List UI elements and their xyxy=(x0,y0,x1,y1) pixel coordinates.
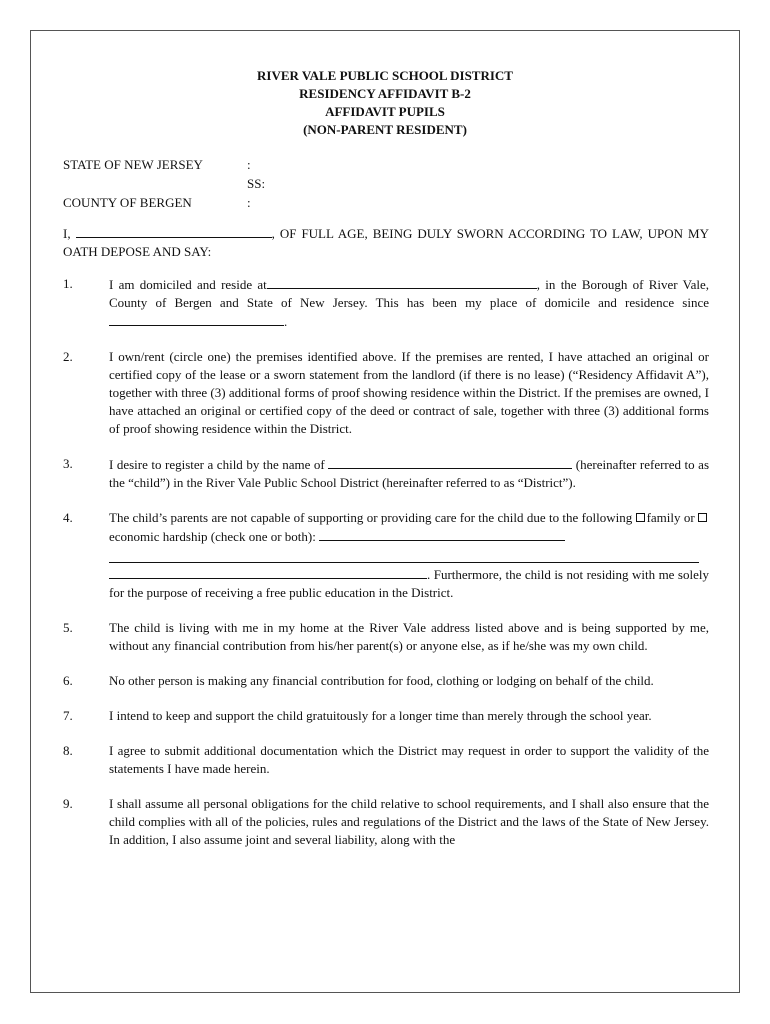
county-label: COUNTY OF BERGEN xyxy=(63,195,192,210)
state-label: STATE OF NEW JERSEY xyxy=(63,157,203,172)
item-text: I am domiciled and reside at xyxy=(109,277,267,292)
item-text: . xyxy=(284,314,288,329)
item-text: No other person is making any financial contribution for food, clothing or lodging on behalf of the child. xyxy=(109,673,654,688)
ss-label: SS: xyxy=(247,176,266,191)
list-item xyxy=(63,275,709,331)
list-item xyxy=(63,509,709,602)
item-text: , in the Borough of River Vale, County of Bergen and State of New Jersey. This has been my place of domicile and residence since xyxy=(109,277,710,310)
item-text: . Furthermore, the child is not residing with me solely for the purpose of receiving a free public education in the District. xyxy=(109,567,709,600)
document-header xyxy=(31,67,739,139)
list-item xyxy=(63,742,709,778)
item-number: 1. xyxy=(63,276,73,291)
item-text: I agree to submit additional documentation which the District may request in order to support the validity of the statements I have made herein. xyxy=(109,743,709,776)
affidavit-subtitle: AFFIDAVIT PUPILS xyxy=(325,104,445,119)
intro-prefix: I, xyxy=(63,226,71,241)
district-title: RIVER VALE PUBLIC SCHOOL DISTRICT xyxy=(257,68,513,83)
child-name-field[interactable] xyxy=(328,455,572,469)
checkbox-label: economic hardship (check one or both): xyxy=(109,529,316,544)
venue-colon: : xyxy=(247,157,251,172)
item-text: I own/rent (circle one) the premises identified above. If the premises are rented, I have attached an original or certified copy of the lease or a sworn statement from the landlord (if there is no lease) (“Residency Affidavit A”), together with three (3) additional forms of proof showing residence within the District. If the premises are owned, I have attached an original or certified copy of the deed or contract of sale, together with three (3) additional forms of proof showing residence within the District. xyxy=(109,349,709,436)
economic-hardship-checkbox[interactable] xyxy=(698,513,707,522)
affiant-name-field[interactable] xyxy=(76,224,272,238)
venue-block xyxy=(63,155,363,212)
item-number: 7. xyxy=(63,708,73,723)
checkbox-label: family or xyxy=(646,510,695,525)
venue-colon: : xyxy=(247,195,251,210)
list-item xyxy=(63,619,709,655)
resident-type: (NON-PARENT RESIDENT) xyxy=(303,122,467,137)
item-text: I desire to register a child by the name of xyxy=(109,457,325,472)
family-hardship-checkbox[interactable] xyxy=(636,513,645,522)
intro-text: , OF FULL AGE, BEING DULY SWORN ACCORDING TO LAW, UPON MY OATH DEPOSE AND SAY: xyxy=(63,226,709,259)
item-text: The child is living with me in my home at the River Vale address listed above and is being supported by me, without any financial contribution from his/her parent(s) or anyone else, as if he/she was my own child. xyxy=(109,620,709,653)
item-number: 3. xyxy=(63,456,73,471)
item-text: (hereinafter referred to as the “child”) in the River Vale Public School District (hereinafter referred to as “District”). xyxy=(109,457,709,490)
list-item xyxy=(63,348,709,438)
list-item xyxy=(63,795,709,849)
item-number: 2. xyxy=(63,349,73,364)
item-number: 9. xyxy=(63,796,73,811)
item-text: The child’s parents are not capable of supporting or providing care for the child due to the following xyxy=(109,510,633,525)
item-text: I intend to keep and support the child gratuitously for a longer time than merely through the school year. xyxy=(109,708,652,723)
hardship-explanation-line[interactable] xyxy=(109,546,699,563)
list-item xyxy=(63,455,709,492)
affidavit-title: RESIDENCY AFFIDAVIT B-2 xyxy=(299,86,471,101)
intro-paragraph xyxy=(63,224,709,261)
affidavit-items xyxy=(63,275,709,866)
item-number: 6. xyxy=(63,673,73,688)
item-number: 5. xyxy=(63,620,73,635)
item-text: I shall assume all personal obligations for the child relative to school requirements, and I shall also ensure that the child complies with all of the policies, rules and regulations of the District and the laws of the State of New Jersey. In addition, I also assume joint and several liability, along with the xyxy=(109,796,709,847)
hardship-explanation-line[interactable] xyxy=(109,565,427,579)
document-page xyxy=(30,30,740,993)
address-field[interactable] xyxy=(267,275,537,289)
hardship-explanation-field[interactable] xyxy=(319,527,565,541)
list-item xyxy=(63,707,709,725)
item-number: 4. xyxy=(63,510,73,525)
item-number: 8. xyxy=(63,743,73,758)
list-item xyxy=(63,672,709,690)
since-date-field[interactable] xyxy=(109,312,284,326)
